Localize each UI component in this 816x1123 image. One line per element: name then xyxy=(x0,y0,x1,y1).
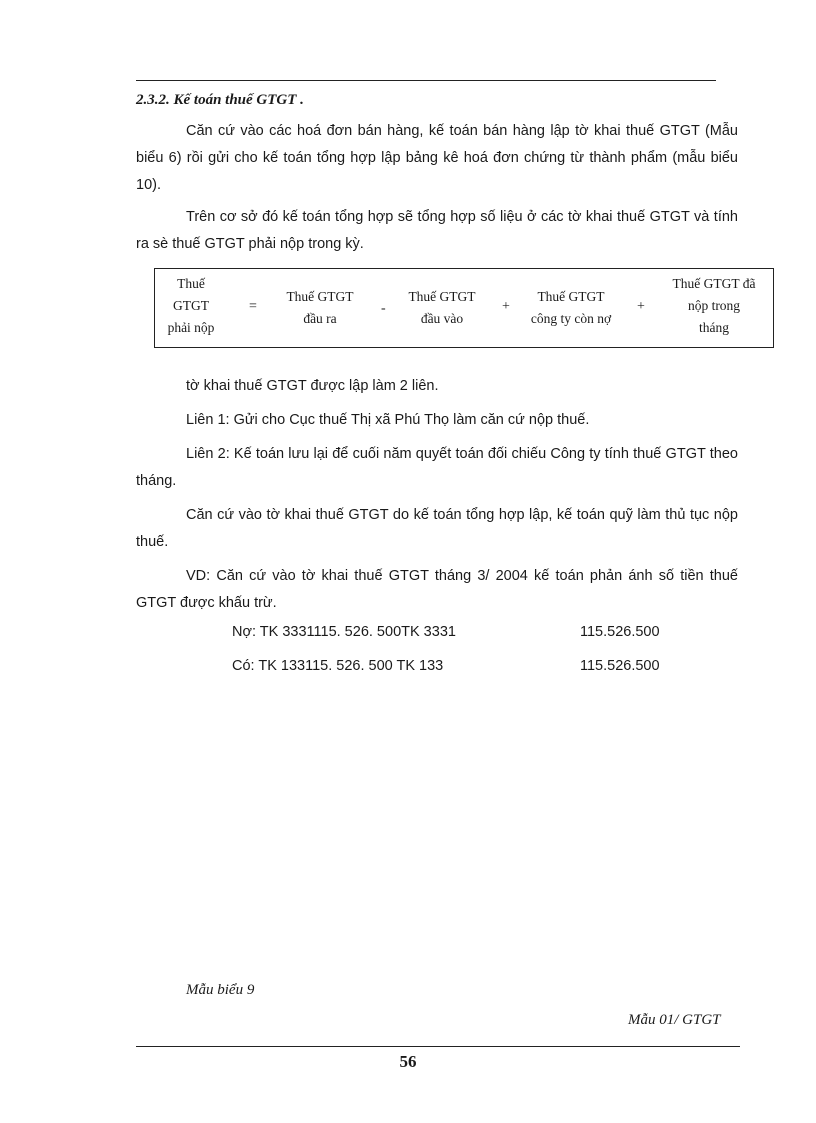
paragraph-example: VD: Căn cứ vào tờ khai thuế GTGT tháng 3/ 2004 kế toán phản ánh số tiền thuế GTGT được khấu trừ. xyxy=(136,568,738,611)
debit-amount: 115.526.500 xyxy=(580,624,660,640)
credit-amount: 115.526.500 xyxy=(580,658,660,674)
paragraph-invoices: Căn cứ vào các hoá đơn bán hàng, kế toán bán hàng lập tờ khai thuế GTGT (Mẫu biểu 6) rồi gửi cho kế toán tổng hợp lập bảng kê hoá đơn chứng từ thành phẩm (mẫu biểu 10). xyxy=(136,123,738,193)
formula-minus: - xyxy=(381,301,386,316)
formula-vat-payable: Thuế GTGT phải nộp xyxy=(167,276,215,335)
journal-entry-credit: Có: TK 133115. 526. 500 TK 133 115.526.500 xyxy=(232,658,660,674)
formula-input-vat: Thuế GTGT đầu vào xyxy=(408,289,476,326)
paragraph-copy-2: Liên 2: Kế toán lưu lại để cuối năm quyết toán đối chiếu Công ty tính thuế GTGT theo tháng. xyxy=(136,446,738,489)
formula-paid-in-month: Thuế GTGT đã nộp trong tháng xyxy=(672,276,756,335)
page-number: 56 xyxy=(399,1052,417,1071)
form-caption-left: Mẫu biểu 9 xyxy=(186,982,255,998)
paragraph-copy-1: Liên 1: Gửi cho Cục thuế Thị xã Phú Thọ làm căn cứ nộp thuế. xyxy=(186,412,590,428)
paragraph-tax-payment: Căn cứ vào tờ khai thuế GTGT do kế toán tổng hợp lập, kế toán quỹ làm thủ tục nộp thuế. xyxy=(136,507,738,550)
paragraph-copies: tờ khai thuế GTGT được lập làm 2 liên. xyxy=(186,378,439,394)
journal-entry-debit: Nợ: TK 3331115. 526. 500TK 3331 115.526.500 xyxy=(232,624,660,640)
vat-formula-box xyxy=(154,268,774,348)
section-heading: 2.3.2. Kế toán thuế GTGT . xyxy=(136,92,304,108)
formula-equals: = xyxy=(249,299,257,314)
formula-plus-1: + xyxy=(502,299,510,314)
top-rule xyxy=(136,80,716,81)
paragraph-summary: Trên cơ sở đó kế toán tổng hợp sẽ tổng hợp số liệu ở các tờ khai thuế GTGT và tính ra sè thuế GTGT phải nộp trong kỳ. xyxy=(136,209,738,252)
bottom-rule xyxy=(136,1046,740,1047)
formula-plus-2: + xyxy=(637,299,645,314)
formula-output-vat: Thuế GTGT đầu ra xyxy=(286,289,354,326)
formula-company-owed: Thuế GTGT công ty còn nợ xyxy=(530,289,612,326)
form-caption-right: Mẫu 01/ GTGT xyxy=(628,1012,721,1028)
